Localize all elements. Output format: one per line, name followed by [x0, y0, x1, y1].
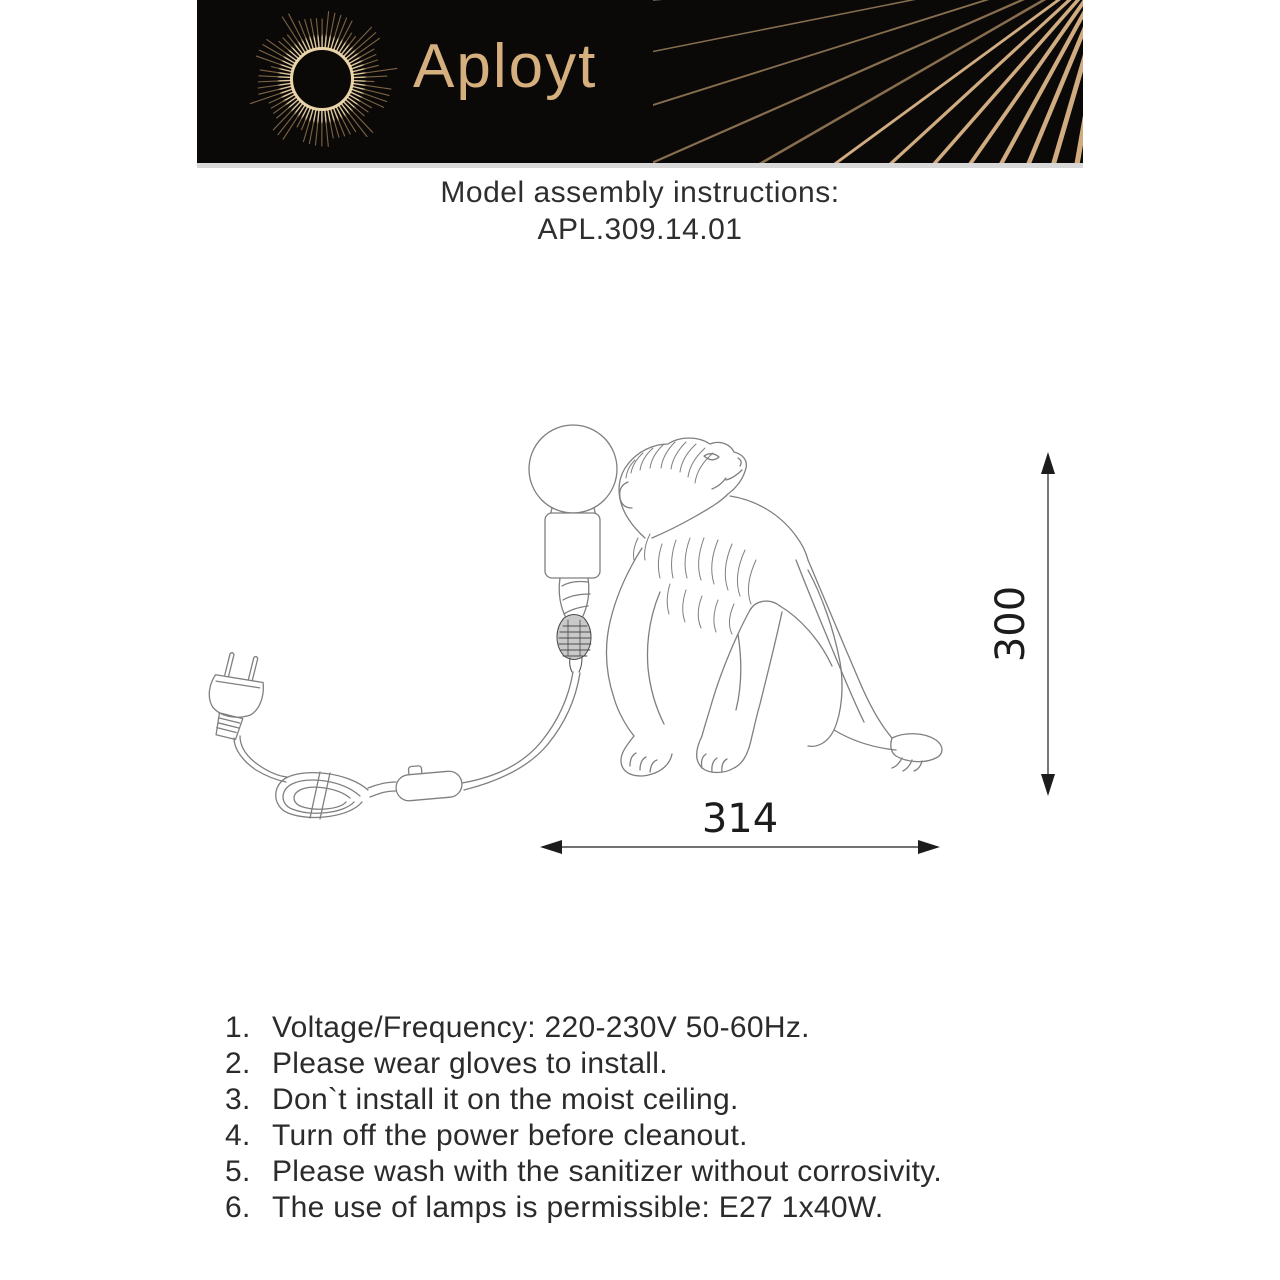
instruction-item [225, 1010, 942, 1046]
item-number: 3. [225, 1083, 251, 1116]
item-text: Please wear gloves to install. [272, 1047, 668, 1080]
product-diagram [190, 420, 1090, 890]
item-number: 1. [225, 1011, 251, 1044]
item-text: Voltage/Frequency: 220-230V 50-60Hz. [272, 1011, 810, 1044]
item-text: Turn off the power before cleanout. [272, 1119, 748, 1152]
instruction-item [225, 1190, 942, 1226]
item-text: Please wash with the sanitizer without corrosivity. [272, 1155, 943, 1188]
height-label: 300 [988, 585, 1034, 663]
instruction-item [225, 1046, 942, 1082]
item-number: 6. [225, 1191, 251, 1224]
model-number: APL.309.14.01 [537, 213, 743, 246]
instruction-item [225, 1082, 942, 1118]
starburst-logo-icon [237, 0, 407, 167]
brand-name: Aployt [413, 32, 598, 101]
cord-drawing [462, 672, 580, 790]
item-number: 2. [225, 1047, 251, 1080]
title-block [0, 174, 1280, 248]
brand-banner [197, 0, 1083, 168]
instruction-item [225, 1154, 942, 1190]
item-number: 5. [225, 1155, 251, 1188]
plug-drawing [199, 648, 271, 744]
monkey-drawing [607, 438, 942, 776]
instruction-list [225, 1010, 942, 1226]
width-label: 314 [701, 796, 779, 842]
sheet-title: Model assembly instructions: [440, 176, 840, 209]
instruction-item [225, 1118, 942, 1154]
bulb-drawing [529, 425, 617, 516]
item-text: Don`t install it on the moist ceiling. [272, 1083, 739, 1116]
item-number: 4. [225, 1119, 251, 1152]
switch-drawing [394, 762, 463, 802]
cord-grip-drawing [557, 615, 591, 673]
width-dimension [540, 796, 940, 854]
socket-drawing [545, 513, 600, 618]
cord-coil-drawing [276, 772, 368, 819]
height-dimension [988, 452, 1055, 796]
corner-rays-icon [653, 0, 1083, 163]
item-text: The use of lamps is permissible: E27 1x40W. [272, 1191, 884, 1224]
